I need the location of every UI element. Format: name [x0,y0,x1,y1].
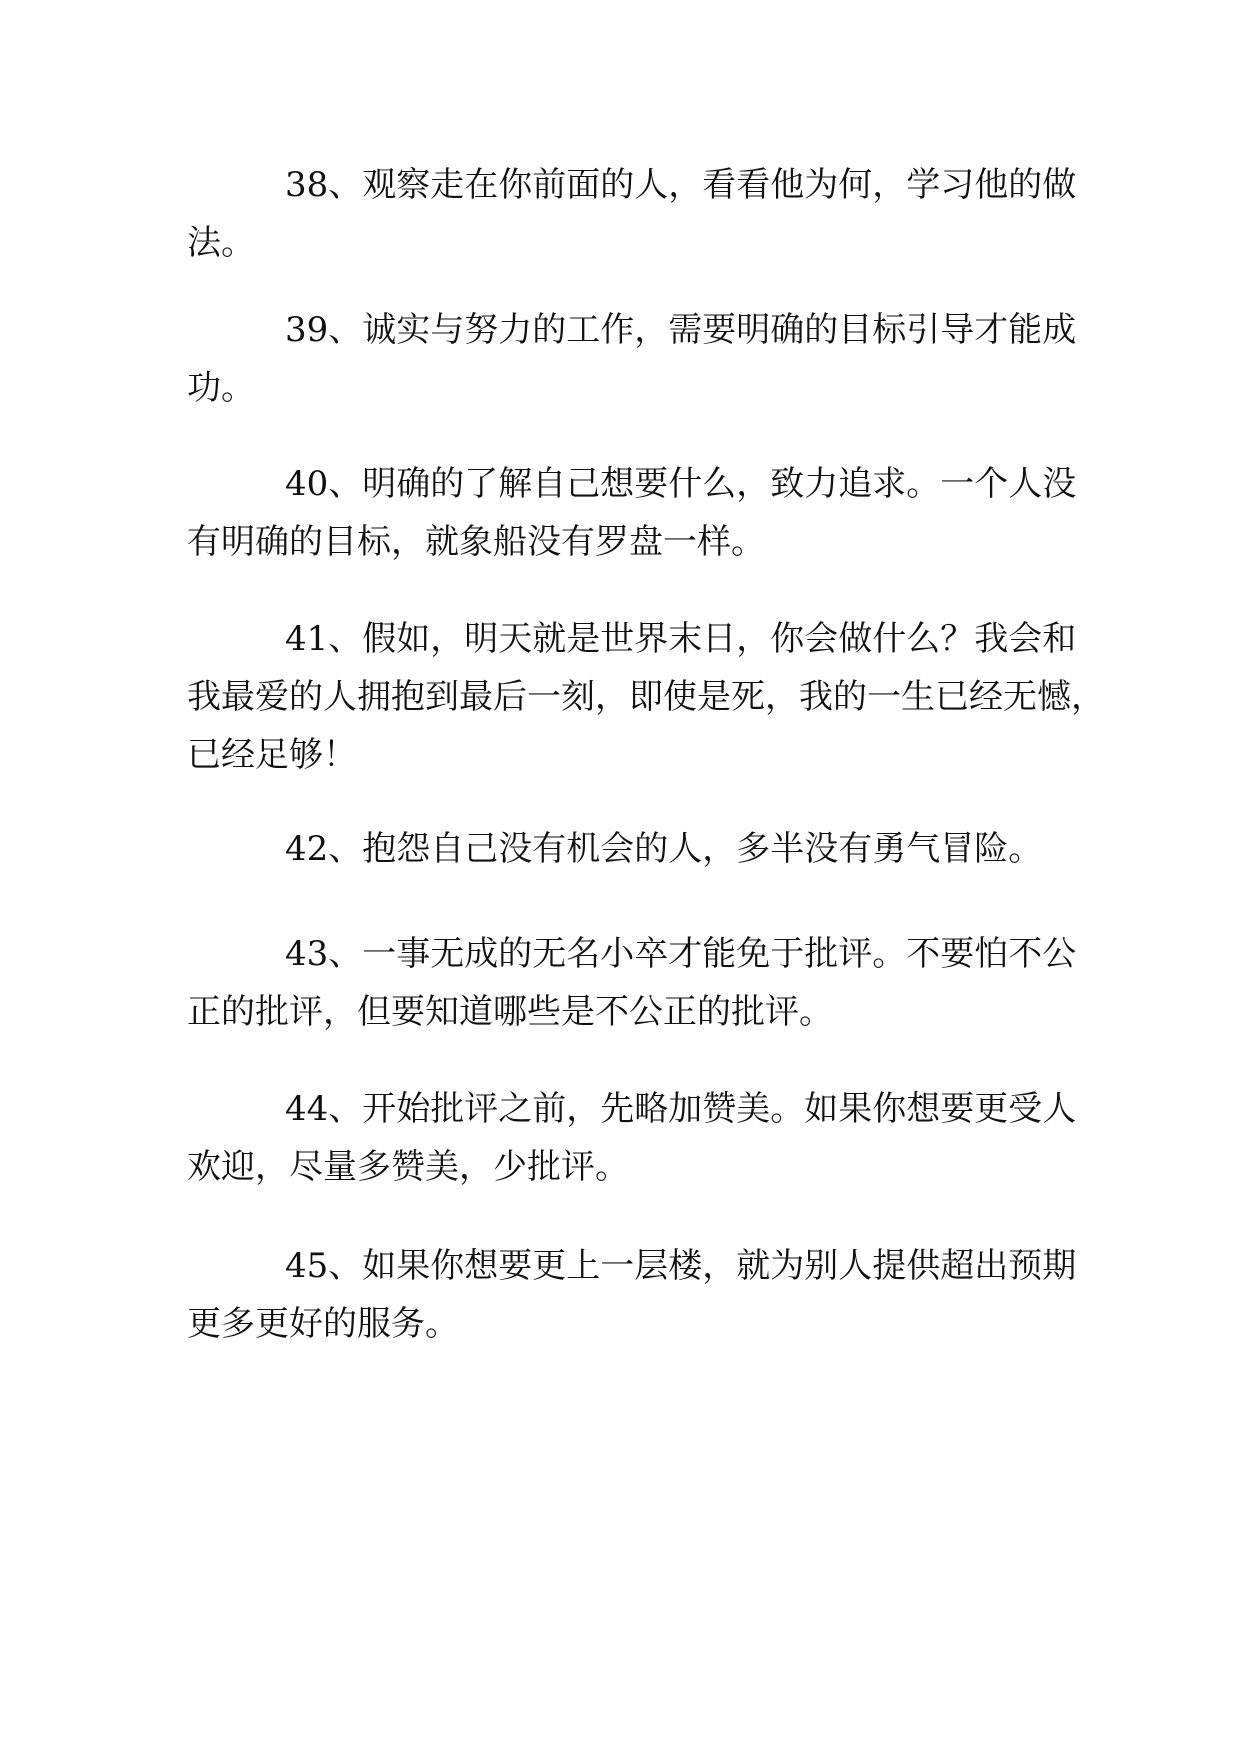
paragraph-line: 欢迎，尽量多赞美，少批评。 [187,1147,629,1187]
paragraph-line: 43、一事无成的无名小卒才能免于批评。不要怕不公 [285,934,1077,974]
paragraph-40 [187,455,1077,571]
paragraph-line: 功。 [187,368,255,408]
paragraph-line: 已经足够！ [187,735,357,775]
paragraph-42 [187,820,1053,878]
paragraph-38 [187,156,1077,272]
paragraph-line: 45、如果你想要更上一层楼，就为别人提供超出预期 [285,1246,1077,1286]
paragraph-line: 法。 [187,223,255,263]
paragraph-line: 更多更好的服务。 [187,1304,459,1344]
paragraph-39 [187,301,1077,417]
paragraph-45 [187,1237,1077,1353]
paragraph-line: 41、假如，明天就是世界末日，你会做什么？我会和 [285,619,1077,659]
paragraph-line: 40、明确的了解自己想要什么，致力追求。一个人没 [285,464,1077,504]
paragraph-44 [187,1080,1077,1196]
paragraph-line: 42、抱怨自己没有机会的人，多半没有勇气冒险。 [285,829,1043,869]
paragraph-line: 39、诚实与努力的工作，需要明确的目标引导才能成 [285,310,1077,350]
paragraph-41 [187,610,1105,784]
paragraph-line: 有明确的目标，就象船没有罗盘一样。 [187,522,765,562]
paragraph-line: 我最爱的人拥抱到最后一刻，即使是死，我的一生已经无憾， [187,677,1105,717]
paragraph-43 [187,925,1077,1041]
paragraph-line: 44、开始批评之前，先略加赞美。如果你想要更受人 [285,1089,1077,1129]
paragraph-line: 正的批评，但要知道哪些是不公正的批评。 [187,992,833,1032]
paragraph-line: 38、观察走在你前面的人，看看他为何，学习他的做 [285,165,1077,205]
